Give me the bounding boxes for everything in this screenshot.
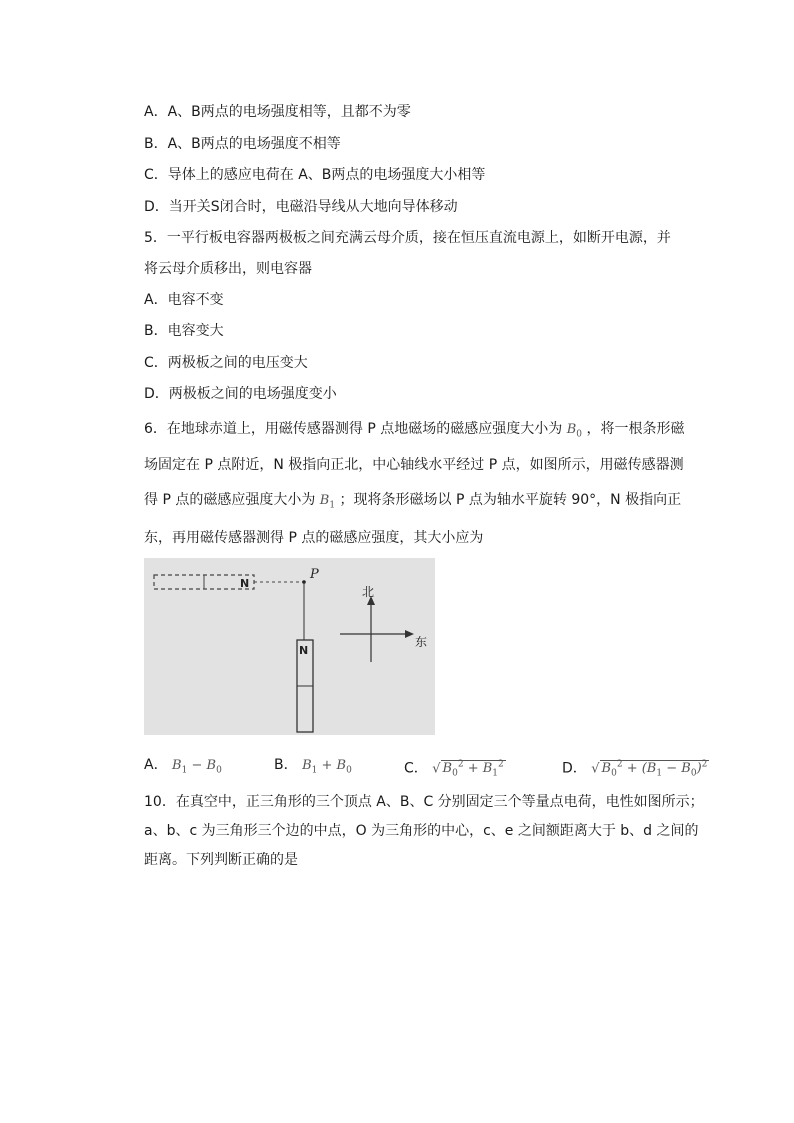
q5-option-d: D．两极板之间的电场强度变小 — [144, 386, 337, 402]
vertical-magnet-n-label: N — [299, 644, 309, 657]
q6-figure-svg — [144, 558, 435, 735]
q5-stem-line1: 5．一平行板电容器两极板之间充满云母介质，接在恒压直流电源上，如断开电源，并 — [144, 230, 671, 246]
point-p-label: P — [310, 567, 319, 582]
q6-option-d: D． √ $B_0^2 + (B_1 - B_0)^2$ — [562, 755, 709, 784]
q5-option-a: A．电容不变 — [144, 292, 224, 308]
q6-text-1b: ，将一根条形磁 — [586, 421, 685, 437]
q6-option-c-formula: √ $B_0^2 + B_1^2$ — [432, 760, 504, 779]
q6-text-1a: 6．在地球赤道上，用磁传感器测得 P 点地磁场的磁感应强度大小为 — [144, 421, 563, 437]
q5-option-c: C．两极板之间的电压变大 — [144, 355, 308, 371]
q10-stem-line1: 10．在真空中，正三角形的三个顶点 A、B、C 分别固定三个等量点电荷，电性如图所示； — [144, 794, 704, 810]
q6-option-c: C． √ $B_0^2 + B_1^2$ — [404, 755, 506, 784]
q6-stem-line3 — [144, 490, 681, 516]
q6-stem-line4: 东，再用磁传感器测得 P 点的磁感应强度，其大小应为 — [144, 530, 484, 546]
q4-option-b: B．A、B两点的电场强度不相等 — [144, 136, 341, 152]
dashed-magnet-n-label: N — [240, 577, 250, 590]
q5-stem-line2: 将云母介质移出，则电容器 — [144, 261, 312, 277]
east-label: 东 — [415, 635, 428, 649]
q6-stem-line1 — [144, 419, 684, 445]
q6-text-3a: 得 P 点的磁感应强度大小为 — [144, 492, 316, 508]
q6-option-b: B． $B_1 + B_0$ — [274, 757, 352, 776]
q6-stem-line2: 场固定在 P 点附近，N 极指向正北，中心轴线水平经过 P 点，如图所示，用磁传感器测 — [144, 457, 684, 473]
q4-option-a: A．A、B两点的电场强度相等，且都不为零 — [144, 104, 411, 120]
east-arrow-icon — [405, 630, 414, 638]
north-label: 北 — [362, 585, 375, 599]
q4-option-d: D．当开关S闭合时，电磁沿导线从大地向导体移动 — [144, 199, 458, 215]
q6-option-a-formula: $B_1 - B_0$ — [172, 758, 222, 776]
q5-option-b: B．电容变大 — [144, 323, 224, 339]
q10-stem-line3: 距离。下列判断正确的是 — [144, 852, 298, 868]
q6-text-3b: ；现将条形磁场以 P 点为轴水平旋转 90°，N 极指向正 — [339, 492, 682, 508]
q4-option-c: C．导体上的感应电荷在 A、B两点的电场强度大小相等 — [144, 167, 486, 183]
q6-option-b-formula: $B_1 + B_0$ — [302, 758, 352, 776]
q6-option-a: A． $B_1 - B_0$ — [144, 757, 222, 776]
q10-stem-line2: a、b、c 为三角形三个边的中点，O 为三角形的中心，c、e 之间额距离大于 b、d 之间的 — [144, 823, 699, 839]
q6-figure — [144, 558, 435, 735]
q6-symbol-b0: $B_0$ — [566, 422, 582, 440]
q6-option-d-formula: √ $B_0^2 + (B_1 - B_0)^2$ — [591, 760, 708, 779]
q6-symbol-b1: $B_1$ — [319, 493, 336, 511]
